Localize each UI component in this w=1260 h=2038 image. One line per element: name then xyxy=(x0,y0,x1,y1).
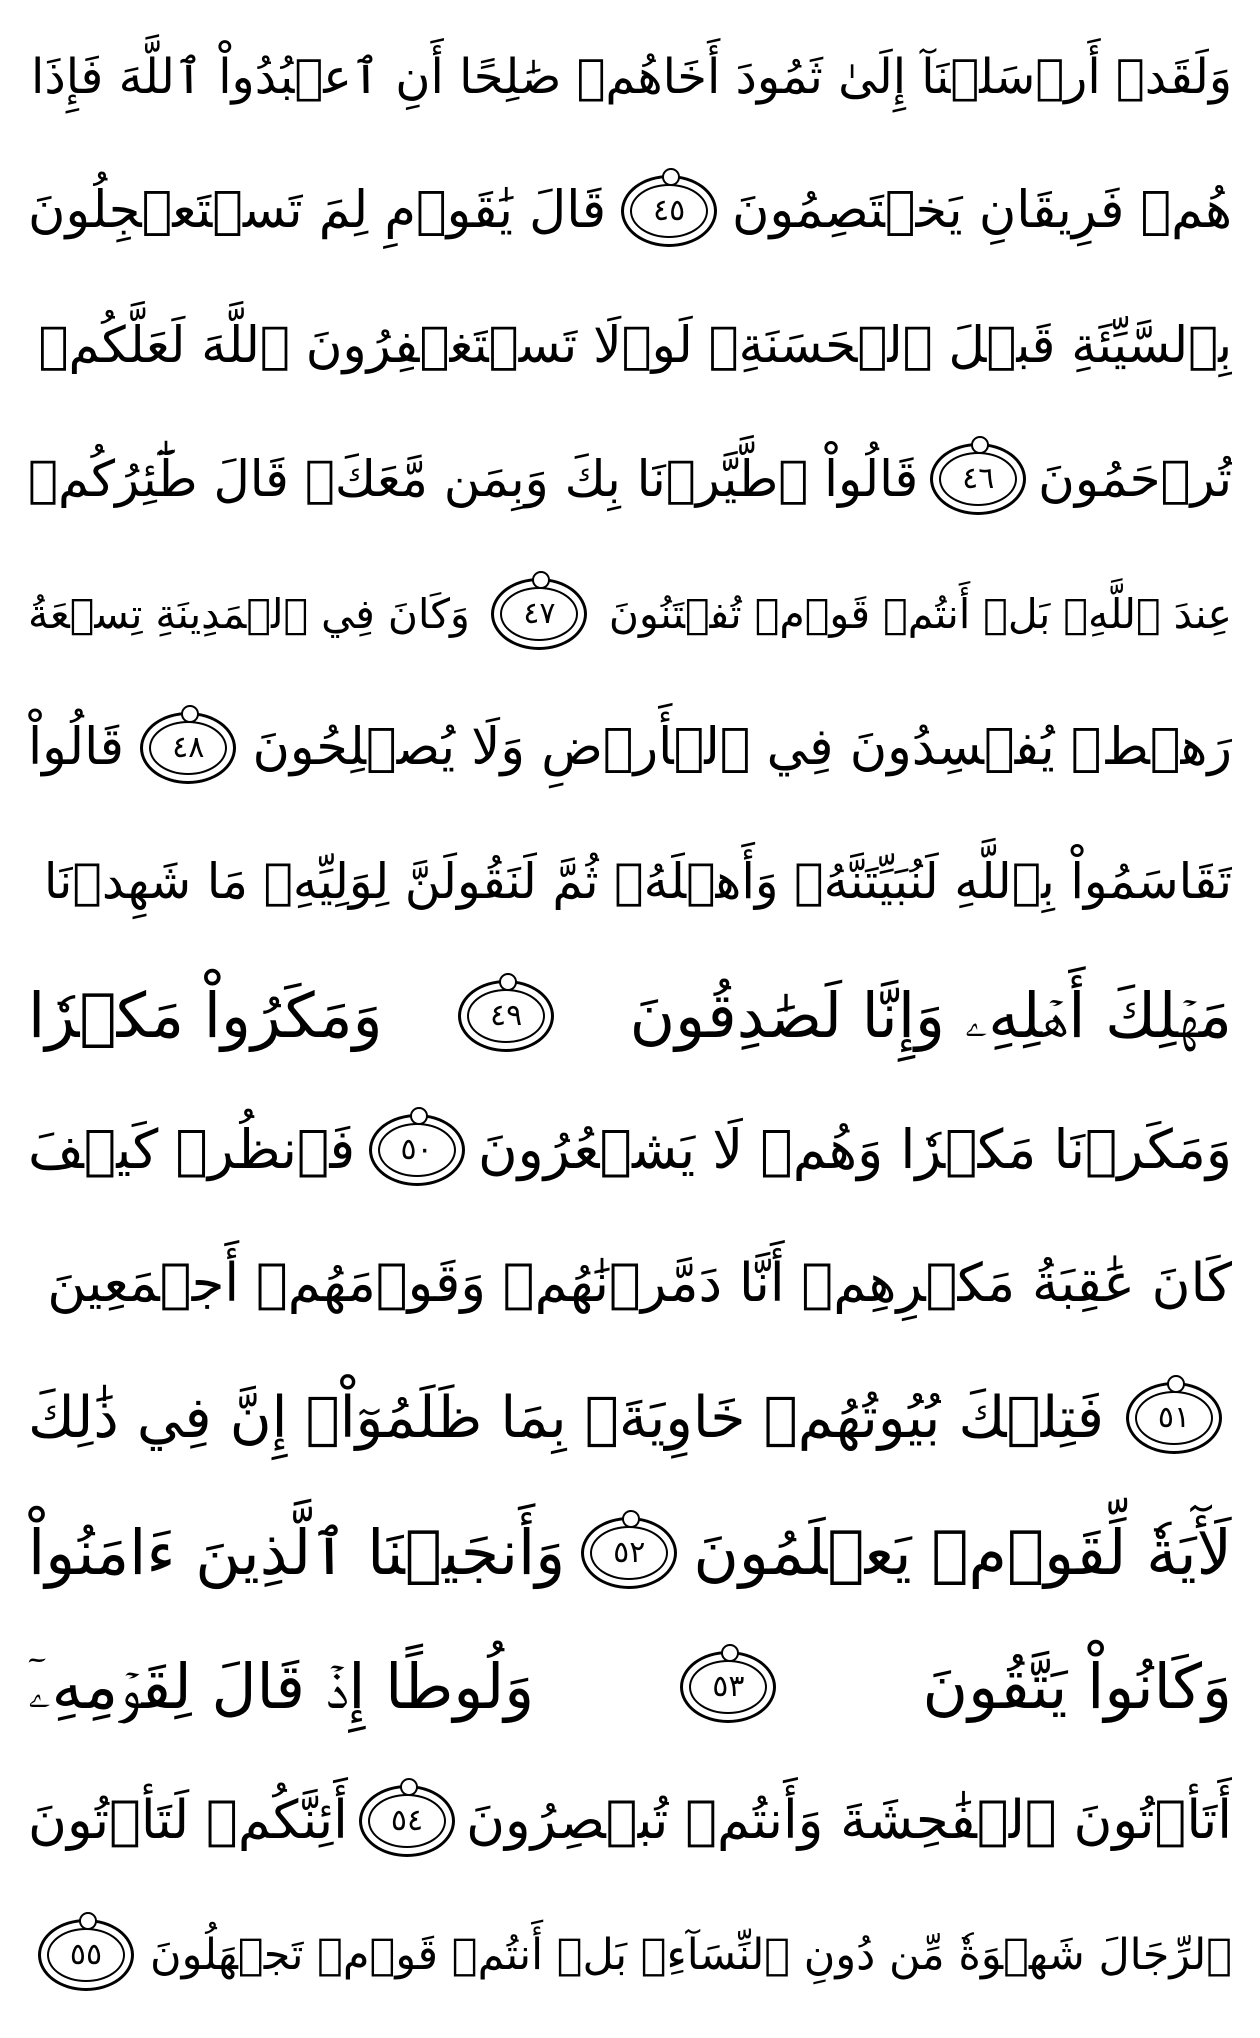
verse-line xyxy=(28,957,1232,1075)
ayah-number-marker xyxy=(621,175,717,247)
ayah-number: ٤٨ xyxy=(172,729,205,765)
ayah-number: ٥٤ xyxy=(390,1802,424,1838)
verse-text: رَهۡطٖ يُفۡسِدُونَ فِي ٱلۡأَرۡضِ وَلَا يُصۡلِحُونَ xyxy=(252,717,1232,777)
verse-text: وَمَكَرُواْ مَكۡرٗا xyxy=(28,978,383,1052)
ayah-number: ٥٣ xyxy=(712,1668,745,1704)
ayah-number-marker xyxy=(680,1651,776,1723)
ayah-number-marker xyxy=(38,1919,134,1991)
verse-line xyxy=(28,1359,1232,1477)
verse-text: قَالُواْ ٱطَّيَّرۡنَا بِكَ وَبِمَن مَّعَكَۚ قَالَ طَٰٓئِرُكُمۡ xyxy=(28,450,919,509)
verse-text: هُمۡ فَرِيقَانِ يَخۡتَصِمُونَ xyxy=(732,181,1232,241)
ayah-number: ٤٧ xyxy=(523,595,556,631)
verse-text: وَكَانَ فِي ٱلۡمَدِينَةِ تِسۡعَةُ xyxy=(28,589,470,638)
ayah-number: ٥١ xyxy=(1157,1400,1191,1436)
verse-text: بِٱلسَّيِّئَةِ قَبۡلَ ٱلۡحَسَنَةِۖ لَوۡلَا تَسۡتَغۡفِرُونَ ٱللَّهَ لَعَلَّكُمۡ xyxy=(38,316,1232,375)
ayah-number: ٥٢ xyxy=(613,1534,646,1570)
verse-line xyxy=(28,1091,1232,1209)
ayah-number-marker xyxy=(1126,1382,1222,1454)
verse-text: قَالُواْ xyxy=(28,717,124,777)
ayah-number-marker xyxy=(491,578,587,650)
verse-text: فَٱنظُرۡ كَيۡفَ xyxy=(28,1118,356,1182)
verse-text: ٱلرِّجَالَ شَهۡوَةٗ مِّن دُونِ ٱلنِّسَآءِۚ بَلۡ أَنتُمۡ قَوۡمٞ تَجۡهَلُونَ xyxy=(150,1929,1232,1980)
ayah-number: ٤٩ xyxy=(489,997,523,1033)
ayah-number-marker xyxy=(581,1517,677,1589)
ayah-number-marker xyxy=(140,712,236,784)
ayah-number-marker xyxy=(369,1114,465,1186)
ayah-number-marker xyxy=(359,1785,455,1857)
verse-text: تُرۡحَمُونَ xyxy=(1038,450,1232,509)
verse-line xyxy=(28,420,1232,538)
ayah-number: ٤٦ xyxy=(962,461,995,497)
verse-text: تَقَاسَمُواْ بِٱللَّهِ لَنُبَيِّتَنَّهُۥ وَأَهۡلَهُۥ ثُمَّ لَنَقُولَنَّ لِوَلِيِّهِۦ مَا شَهِدۡنَا xyxy=(43,852,1232,910)
verse-line xyxy=(28,1896,1232,2014)
verse-lines xyxy=(28,18,1232,2014)
verse-text: وَأَنجَيۡنَا ٱلَّذِينَ ءَامَنُواْ xyxy=(28,1515,566,1589)
verse-text: أَئِنَّكُمۡ لَتَأۡتُونَ xyxy=(28,1789,348,1851)
verse-text: لَأٓيَةٗ لِّقَوۡمٖ يَعۡلَمُونَ xyxy=(693,1515,1232,1589)
verse-line xyxy=(28,689,1232,807)
ayah-number: ٤٥ xyxy=(652,193,686,229)
ayah-number: ٥٥ xyxy=(69,1936,103,1972)
verse-text: وَلَقَدۡ أَرۡسَلۡنَآ إِلَىٰ ثَمُودَ أَخَاهُمۡ صَٰلِحًا أَنِ ٱعۡبُدُواْ ٱللَّهَ فَإِذَا xyxy=(31,49,1232,105)
verse-line xyxy=(28,1225,1232,1343)
verse-text: قَالَ يَٰقَوۡمِ لِمَ تَسۡتَعۡجِلُونَ xyxy=(28,181,607,241)
verse-line xyxy=(28,823,1232,941)
verse-text: مَهۡلِكَ أَهۡلِهِۦ وَإِنَّا لَصَٰدِقُونَ xyxy=(629,978,1232,1052)
verse-line xyxy=(28,286,1232,404)
verse-text: وَلُوطًا إِذۡ قَالَ لِقَوۡمِهِۦٓ xyxy=(28,1649,535,1723)
verse-text: وَكَانُواْ يَتَّقُونَ xyxy=(922,1649,1232,1723)
verse-line xyxy=(28,152,1232,270)
verse-text: أَتَأۡتُونَ ٱلۡفَٰحِشَةَ وَأَنتُمۡ تُبۡصِرُونَ xyxy=(466,1789,1232,1851)
ayah-number: ٥٠ xyxy=(400,1132,433,1168)
verse-line xyxy=(28,555,1232,673)
verse-text: عِندَ ٱللَّهِۖ بَلۡ أَنتُمۡ قَوۡمٞ تُفۡتَنُونَ xyxy=(608,589,1232,638)
verse-text: وَمَكَرۡنَا مَكۡرٗا وَهُمۡ لَا يَشۡعُرُونَ xyxy=(478,1118,1232,1182)
verse-line xyxy=(28,1762,1232,1880)
verse-text: فَتِلۡكَ بُيُوتُهُمۡ خَاوِيَةَۢ بِمَا ظَلَمُوٓاْۚ إِنَّ فِي ذَٰلِكَ xyxy=(28,1385,1105,1452)
verse-line xyxy=(28,1494,1232,1612)
ayah-number-marker xyxy=(930,443,1026,515)
verse-line xyxy=(28,18,1232,136)
verse-text: كَانَ عَٰقِبَةُ مَكۡرِهِمۡ أَنَّا دَمَّرۡنَٰهُمۡ وَقَوۡمَهُمۡ أَجۡمَعِينَ xyxy=(47,1253,1232,1315)
ayah-number-marker xyxy=(458,980,554,1052)
verse-line xyxy=(28,1628,1232,1746)
